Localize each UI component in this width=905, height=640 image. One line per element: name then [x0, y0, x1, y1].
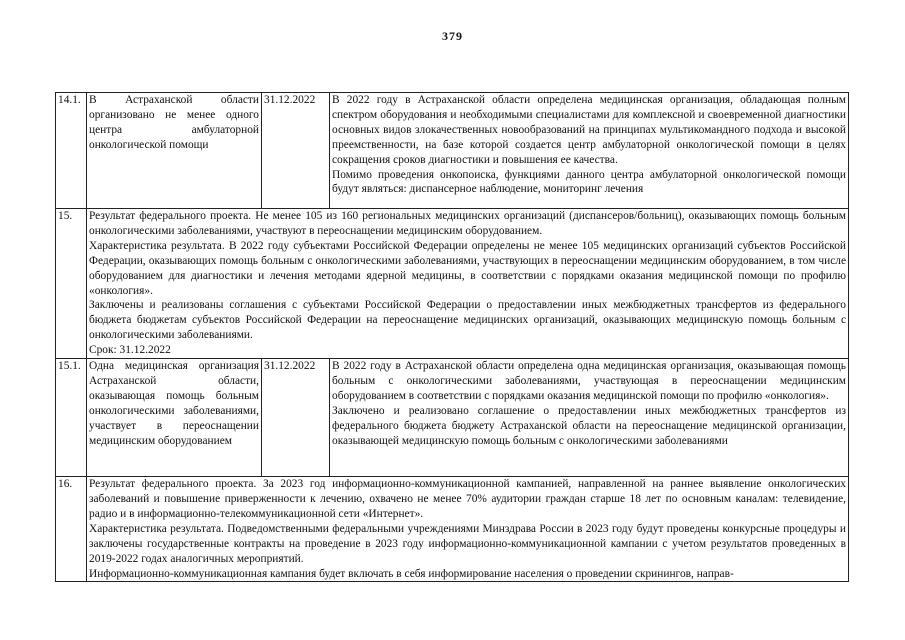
row-text: [87, 477, 849, 582]
measures-table: [55, 92, 849, 582]
row-description: В Астраханской области организовано не менее одного центра амбулаторной онкологической помощи: [87, 93, 262, 209]
row-text-paragraph: Характеристика результата. Подведомственными федеральными учреждениями Минздрава России в 2023 году будут проведены конкурсные процедуры и заключены государственные контракты на проведение в 2023 году информационно-коммуникационной кампании с учетом результатов проведенных в 2019-2022 годах аналогичных мероприятий.: [89, 522, 846, 565]
row-number: 15.: [56, 209, 87, 359]
row-text-paragraph: Характеристика результата. В 2022 году субъектами Российской Федерации определены не менее 105 медицинских организаций субъектов Российской Федерации, оказывающих помощь больным с онкологическими заболеваниями, участвующих в переоснащении медицинским оборудованием, в том числе оборудованием для диагностики и лечения методами ядерной медицины, в соответствии с порядками оказания медицинской помощи по профилю «онкология».: [89, 239, 846, 297]
row-text-paragraph: Заключены и реализованы соглашения с субъектами Российской Федерации о предоставлении иных межбюджетных трансфертов из федерального бюджета бюджетам субъектов Российской Федерации на переоснащение медицинских организаций, оказывающих медицинскую помощь больным с онкологическими заболеваниями.: [89, 299, 846, 342]
row-text-paragraph: Результат федерального проекта. Не менее 105 из 160 региональных медицинских организаций (диспансеров/больниц), оказывающих помощь больным онкологическими заболеваниями, участвуют в переоснащении медицинским оборудованием.: [89, 210, 846, 237]
table-row-15-1: [56, 359, 849, 477]
row-date: 31.12.2022: [262, 93, 330, 209]
row-text: [330, 93, 849, 209]
row-text-paragraph: Информационно-коммуникационная кампания будет включать в себя информирование населения о проведении скринингов, направ-: [89, 567, 734, 580]
row-text: [87, 209, 849, 359]
row-text-paragraph: Заключено и реализовано соглашение о предоставлении иных межбюджетных трансфертов из федерального бюджета бюджету Астраханской области на переоснащение медицинской организации, оказывающей медицинскую помощь больным с онкологическими заболеваниями: [332, 404, 846, 447]
table-row-14-1: [56, 93, 849, 209]
row-text-paragraph: Результат федерального проекта. За 2023 год информационно-коммуникационной кампанией, направленной на раннее выявление онкологических заболеваний и повышение приверженности к лечению, охвачено не менее 70% аудитории граждан старше 18 лет по основным каналам: телевидение, радио и в информационно-телекоммуникационной сети «Интернет».: [89, 478, 846, 520]
row-text-paragraph: В 2022 году в Астраханской области определена одна медицинская организация, оказывающая помощь больным с онкологическими заболеваниями, участвующая в переоснащении медицинским оборудованием в соответствии с порядками оказания медицинской помощи по профилю «онкология».: [332, 360, 846, 402]
row-number: 14.1.: [56, 93, 87, 209]
row-text-paragraph: Срок: 31.12.2022: [89, 344, 171, 357]
row-number: 16.: [56, 477, 87, 582]
row-description: Одна медицинская организация Астраханской области, оказывающая помощь больным онкологическими заболеваниями, участвует в переоснащении медицинским оборудованием: [87, 359, 262, 477]
row-date: 31.12.2022: [262, 359, 330, 477]
table-row-16: [56, 477, 849, 582]
table-row-15: [56, 209, 849, 359]
page-number: 379: [442, 29, 463, 43]
row-text: [330, 359, 849, 477]
row-number: 15.1.: [56, 359, 87, 477]
row-text-paragraph: Помимо проведения онкопоиска, функциями данного центра амбулаторной онкологической помощи будут являться: диспансерное наблюдение, мониторинг лечения: [332, 168, 846, 196]
row-text-paragraph: В 2022 году в Астраханской области определена медицинская организация, обладающая полным спектром оборудования и необходимыми специалистами для комплексной и своевременной диагностики основных видов злокачественных новообразований на принципах мультикомандного подхода и высокой преемственности, на базе которой создается центр амбулаторной онкологической помощи в целях сокращения сроков диагностики и повышения ее качества.: [332, 94, 846, 166]
